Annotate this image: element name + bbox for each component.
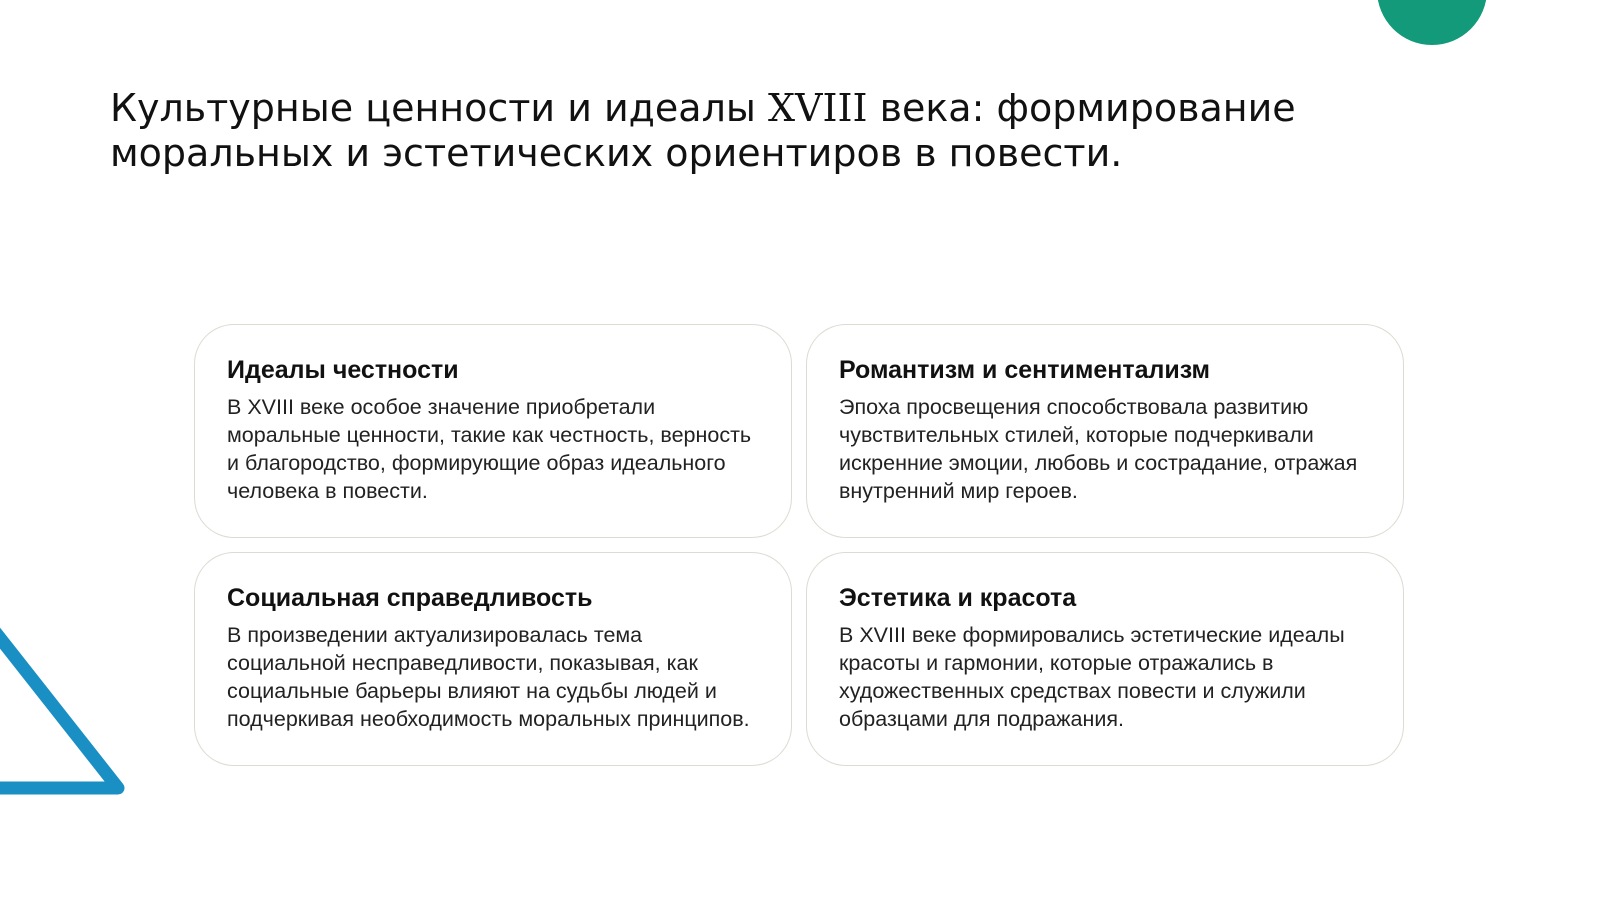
slide-title-roman: XVIII: [767, 86, 868, 130]
card-social-justice: [194, 552, 792, 766]
slide-title-part2: века: формирование моральных и эстетических ориентиров в повести.: [110, 86, 1296, 175]
card-title: Идеалы честности: [227, 356, 459, 384]
card-aesthetics-beauty: [806, 552, 1404, 766]
decorative-triangle: [0, 580, 140, 820]
card-text: В произведении актуализировалась тема социальной несправедливости, показывая, как социальные барьеры влияют на судьбы людей и подчеркивая необходимость моральных принципов.: [227, 623, 750, 731]
card-text: В XVIII веке особое значение приобретали моральные ценности, такие как честность, верность и благородство, формирующие образ идеального человека в повести.: [227, 395, 752, 503]
decorative-circle: [1377, 0, 1487, 45]
card-title: Романтизм и сентиментализм: [839, 356, 1211, 384]
card-honesty-ideals: [194, 324, 792, 538]
card-title: Социальная справедливость: [227, 584, 593, 612]
card-text: В XVIII веке формировались эстетические идеалы красоты и гармонии, которые отражались в художественных средствах повести и служили образцами для подражания.: [839, 623, 1345, 731]
slide-title-part1: Культурные ценности и идеалы: [110, 86, 768, 130]
card-romanticism-sentimentalism: [806, 324, 1404, 538]
card-title: Эстетика и красота: [839, 584, 1077, 612]
slide-title: [110, 86, 1430, 176]
card-text: Эпоха просвещения способствовала развитию чувствительных стилей, которые подчеркивали искренние эмоции, любовь и сострадание, отражая внутренний мир героев.: [839, 395, 1358, 503]
